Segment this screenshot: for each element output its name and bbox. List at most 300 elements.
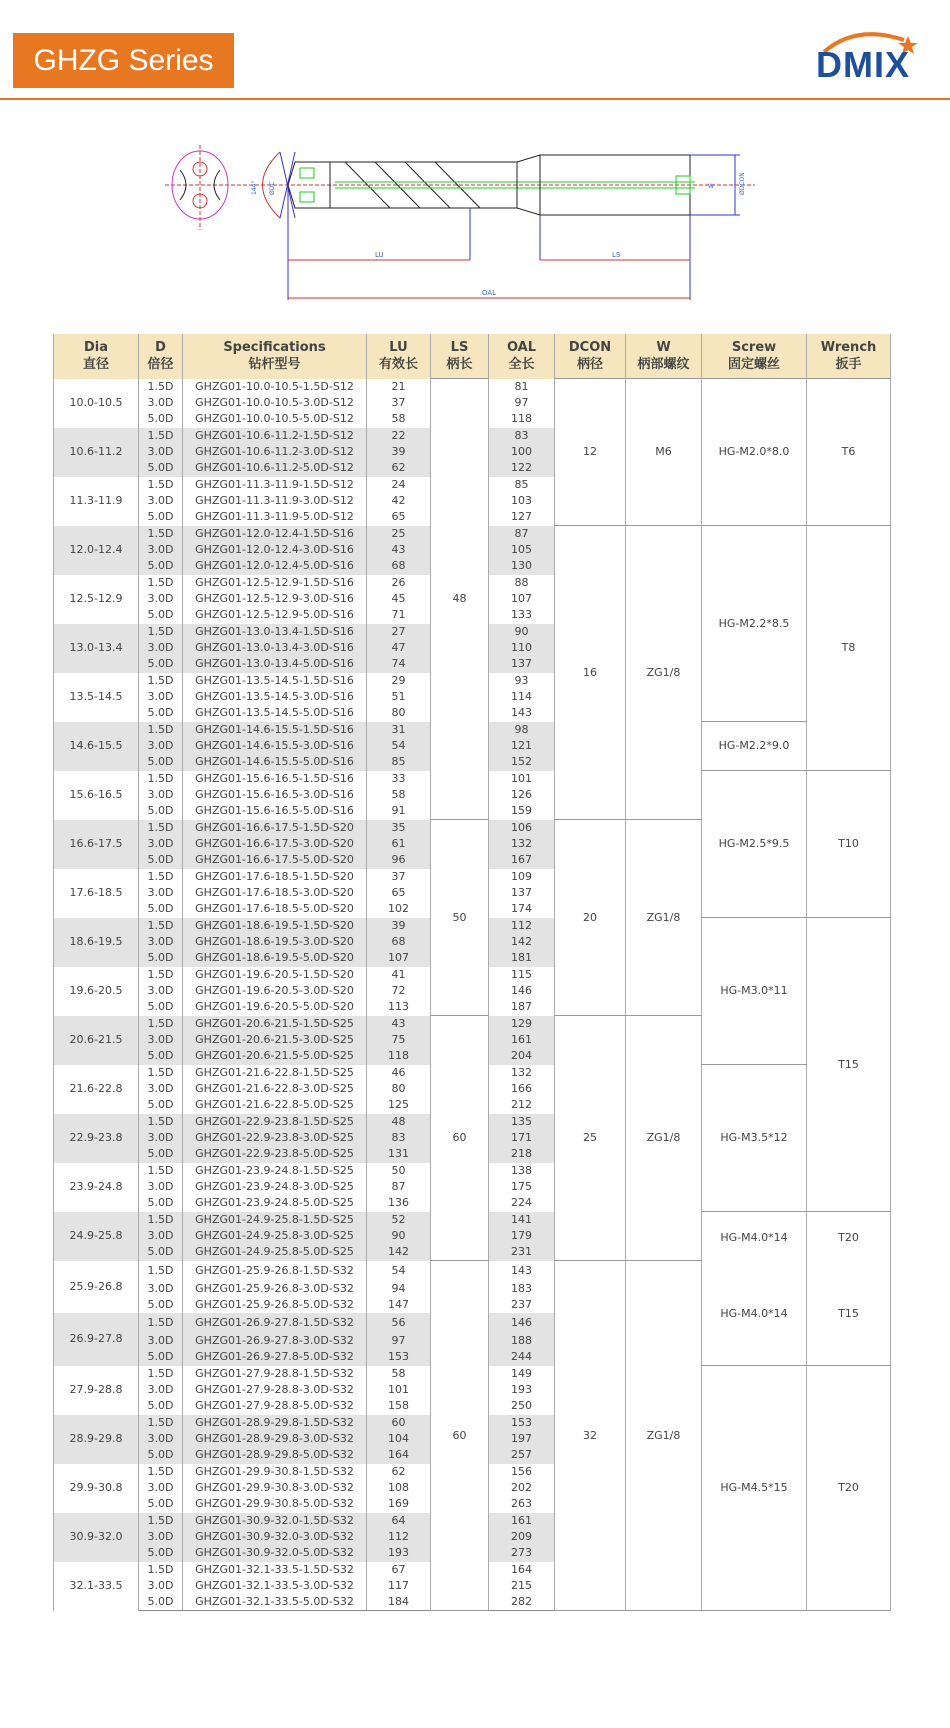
spec-cell: GHZG01-10.0-10.5-3.0D-S12	[183, 395, 367, 411]
header-zh: 有效长	[378, 357, 418, 372]
d-multiple-cell: 3.0D	[139, 787, 183, 803]
d-multiple-cell: 5.0D	[139, 656, 183, 673]
lu-cell: 27	[367, 624, 431, 641]
lu-cell: 48	[367, 1114, 431, 1131]
oal-cell: 164	[489, 1562, 555, 1579]
d-multiple-cell: 5.0D	[139, 1545, 183, 1562]
d-multiple-cell: 5.0D	[139, 950, 183, 967]
oal-cell: 130	[489, 558, 555, 575]
column-header-oal	[489, 334, 555, 379]
header-en: DCON	[568, 340, 612, 355]
spec-cell: GHZG01-13.5-14.5-5.0D-S16	[183, 705, 367, 722]
dcon-cell: 16	[555, 526, 626, 820]
header-en: Wrench	[820, 340, 877, 355]
screw-cell: HG-M3.0*11	[702, 918, 807, 1065]
spec-cell: GHZG01-30.9-32.0-5.0D-S32	[183, 1545, 367, 1562]
oal-cell: 263	[489, 1496, 555, 1513]
oal-cell: 153	[489, 1415, 555, 1432]
lu-cell: 83	[367, 1130, 431, 1146]
oal-cell: 132	[489, 836, 555, 852]
lu-cell: 58	[367, 1366, 431, 1383]
dcon-cell: 20	[555, 820, 626, 1016]
d-multiple-cell: 1.5D	[139, 869, 183, 886]
header-en: D	[155, 340, 166, 355]
logo-text: DMIX	[816, 44, 910, 85]
header-zh: 扳手	[835, 357, 862, 372]
dcon-cell: 25	[555, 1016, 626, 1261]
d-multiple-cell: 1.5D	[139, 1016, 183, 1033]
oal-cell: 112	[489, 918, 555, 935]
lu-cell: 68	[367, 558, 431, 575]
column-header-specifications	[183, 334, 367, 379]
lu-cell: 90	[367, 1228, 431, 1244]
oal-cell: 85	[489, 477, 555, 494]
d-multiple-cell: 3.0D	[139, 1179, 183, 1195]
dia-cell: 11.3-11.9	[54, 477, 139, 526]
spec-cell: GHZG01-13.0-13.4-5.0D-S16	[183, 656, 367, 673]
spec-cell: GHZG01-10.6-11.2-1.5D-S12	[183, 428, 367, 445]
oal-cell: 161	[489, 1032, 555, 1048]
d-multiple-cell: 1.5D	[139, 918, 183, 935]
d-multiple-cell: 1.5D	[139, 1114, 183, 1131]
d-multiple-cell: 5.0D	[139, 901, 183, 918]
d-multiple-cell: 1.5D	[139, 428, 183, 445]
ls-cell: 60	[431, 1016, 489, 1261]
lu-cell: 29	[367, 673, 431, 690]
lu-cell: 102	[367, 901, 431, 918]
lu-cell: 107	[367, 950, 431, 967]
spec-cell: GHZG01-23.9-24.8-5.0D-S25	[183, 1195, 367, 1212]
d-multiple-cell: 5.0D	[139, 754, 183, 771]
oal-cell: 174	[489, 901, 555, 918]
w-label: W	[708, 183, 714, 190]
oal-label: OAL	[482, 289, 497, 297]
oal-cell: 166	[489, 1081, 555, 1097]
spec-cell: GHZG01-16.6-17.5-1.5D-S20	[183, 820, 367, 837]
lu-cell: 45	[367, 591, 431, 607]
spec-cell: GHZG01-28.9-29.8-5.0D-S32	[183, 1447, 367, 1464]
d-multiple-cell: 1.5D	[139, 820, 183, 837]
d-multiple-cell: 3.0D	[139, 738, 183, 754]
oal-cell: 109	[489, 869, 555, 886]
spec-cell: GHZG01-14.6-15.5-3.0D-S16	[183, 738, 367, 754]
header-divider	[0, 98, 950, 100]
dia-cell: 22.9-23.8	[54, 1114, 139, 1163]
lu-cell: 131	[367, 1146, 431, 1163]
header-en: Dia	[83, 340, 109, 355]
spec-cell: GHZG01-21.6-22.8-3.0D-S25	[183, 1081, 367, 1097]
d-multiple-cell: 5.0D	[139, 509, 183, 526]
lu-cell: 96	[367, 852, 431, 869]
dia-cell: 21.6-22.8	[54, 1065, 139, 1114]
lu-cell: 52	[367, 1212, 431, 1229]
d-multiple-cell: 5.0D	[139, 1097, 183, 1114]
d-multiple-cell: 3.0D	[139, 395, 183, 411]
oal-cell: 282	[489, 1594, 555, 1611]
lu-cell: 54	[367, 1261, 431, 1281]
oal-cell: 101	[489, 771, 555, 788]
oal-cell: 171	[489, 1130, 555, 1146]
spec-cell: GHZG01-14.6-15.5-5.0D-S16	[183, 754, 367, 771]
lu-cell: 37	[367, 395, 431, 411]
oal-cell: 202	[489, 1480, 555, 1496]
oal-cell: 175	[489, 1179, 555, 1195]
spec-cell: GHZG01-12.0-12.4-5.0D-S16	[183, 558, 367, 575]
oal-cell: 93	[489, 673, 555, 690]
oal-cell: 257	[489, 1447, 555, 1464]
column-header-screw	[702, 334, 807, 379]
spec-cell: GHZG01-13.0-13.4-3.0D-S16	[183, 640, 367, 656]
spec-cell: GHZG01-15.6-16.5-5.0D-S16	[183, 803, 367, 820]
dia-cell: 15.6-16.5	[54, 771, 139, 820]
d-multiple-cell: 3.0D	[139, 1081, 183, 1097]
oal-cell: 132	[489, 1065, 555, 1082]
dcon-cell: 12	[555, 379, 626, 526]
oal-cell: 218	[489, 1146, 555, 1163]
oal-cell: 197	[489, 1431, 555, 1447]
oal-cell: 110	[489, 640, 555, 656]
oal-cell: 97	[489, 395, 555, 411]
lu-cell: 193	[367, 1545, 431, 1562]
ls-cell: 50	[431, 820, 489, 1016]
screw-cell: HG-M4.5*15	[702, 1366, 807, 1611]
lu-cell: 94	[367, 1281, 431, 1297]
spec-cell: GHZG01-32.1-33.5-3.0D-S32	[183, 1578, 367, 1594]
lu-cell: 62	[367, 1464, 431, 1481]
spec-cell: GHZG01-20.6-21.5-3.0D-S25	[183, 1032, 367, 1048]
d-multiple-cell: 1.5D	[139, 1513, 183, 1530]
dcon-label: ØDCON	[739, 172, 746, 195]
spec-cell: GHZG01-22.9-23.8-5.0D-S25	[183, 1146, 367, 1163]
spec-cell: GHZG01-12.0-12.4-1.5D-S16	[183, 526, 367, 543]
lu-cell: 153	[367, 1349, 431, 1366]
dia-cell: 12.0-12.4	[54, 526, 139, 575]
dcon-cell: 32	[555, 1261, 626, 1611]
d-multiple-cell: 1.5D	[139, 624, 183, 641]
spec-cell: GHZG01-13.5-14.5-1.5D-S16	[183, 673, 367, 690]
oal-cell: 215	[489, 1578, 555, 1594]
d-multiple-cell: 5.0D	[139, 1398, 183, 1415]
spec-cell: GHZG01-11.3-11.9-5.0D-S12	[183, 509, 367, 526]
lu-cell: 87	[367, 1179, 431, 1195]
d-multiple-cell: 5.0D	[139, 705, 183, 722]
screw-cell: HG-M2.0*8.0	[702, 379, 807, 526]
oal-cell: 81	[489, 379, 555, 396]
oal-cell: 137	[489, 885, 555, 901]
header-zh: 柄径	[576, 357, 603, 372]
dia-cell: 30.9-32.0	[54, 1513, 139, 1562]
d-multiple-cell: 5.0D	[139, 1244, 183, 1261]
dia-cell: 10.0-10.5	[54, 379, 139, 428]
d-multiple-cell: 3.0D	[139, 934, 183, 950]
lu-cell: 31	[367, 722, 431, 739]
spec-cell: GHZG01-19.6-20.5-1.5D-S20	[183, 967, 367, 984]
dc-label: ØDC	[269, 181, 276, 195]
lu-cell: 136	[367, 1195, 431, 1212]
d-multiple-cell: 3.0D	[139, 542, 183, 558]
oal-cell: 212	[489, 1097, 555, 1114]
specifications-table	[53, 334, 891, 1611]
oal-cell: 152	[489, 754, 555, 771]
spec-cell: GHZG01-25.9-26.8-1.5D-S32	[183, 1261, 367, 1281]
lu-cell: 64	[367, 1513, 431, 1530]
lu-cell: 65	[367, 509, 431, 526]
spec-cell: GHZG01-19.6-20.5-5.0D-S20	[183, 999, 367, 1016]
d-multiple-cell: 1.5D	[139, 379, 183, 396]
d-multiple-cell: 5.0D	[139, 1146, 183, 1163]
oal-cell: 244	[489, 1349, 555, 1366]
lu-cell: 85	[367, 754, 431, 771]
oal-cell: 193	[489, 1382, 555, 1398]
oal-cell: 250	[489, 1398, 555, 1415]
lu-cell: 60	[367, 1415, 431, 1432]
spec-cell: GHZG01-17.6-18.5-5.0D-S20	[183, 901, 367, 918]
lu-cell: 61	[367, 836, 431, 852]
d-multiple-cell: 3.0D	[139, 1333, 183, 1349]
oal-cell: 126	[489, 787, 555, 803]
screw-text: HG-M4.0*14	[720, 1307, 788, 1320]
lu-cell: 72	[367, 983, 431, 999]
d-multiple-cell: 5.0D	[139, 1297, 183, 1314]
spec-cell: GHZG01-10.0-10.5-5.0D-S12	[183, 411, 367, 428]
oal-cell: 156	[489, 1464, 555, 1481]
spec-cell: GHZG01-13.0-13.4-1.5D-S16	[183, 624, 367, 641]
oal-cell: 183	[489, 1281, 555, 1297]
spec-cell: GHZG01-32.1-33.5-5.0D-S32	[183, 1594, 367, 1611]
d-multiple-cell: 3.0D	[139, 1578, 183, 1594]
lu-cell: 184	[367, 1594, 431, 1611]
lu-cell: 50	[367, 1163, 431, 1180]
column-header-dcon	[555, 334, 626, 379]
oal-cell: 146	[489, 1313, 555, 1333]
table-row	[54, 379, 891, 396]
lu-cell: 33	[367, 771, 431, 788]
lu-cell: 125	[367, 1097, 431, 1114]
wrench-cell: T10	[807, 771, 891, 918]
lu-cell: 35	[367, 820, 431, 837]
d-multiple-cell: 1.5D	[139, 526, 183, 543]
spec-cell: GHZG01-28.9-29.8-3.0D-S32	[183, 1431, 367, 1447]
oal-cell: 115	[489, 967, 555, 984]
d-multiple-cell: 1.5D	[139, 1261, 183, 1281]
spec-cell: GHZG01-30.9-32.0-1.5D-S32	[183, 1513, 367, 1530]
d-multiple-cell: 3.0D	[139, 1431, 183, 1447]
spec-cell: GHZG01-22.9-23.8-1.5D-S25	[183, 1114, 367, 1131]
oal-cell: 179	[489, 1228, 555, 1244]
spec-cell: GHZG01-14.6-15.5-1.5D-S16	[183, 722, 367, 739]
lu-label: LU	[375, 251, 384, 259]
oal-cell: 188	[489, 1333, 555, 1349]
spec-cell: GHZG01-17.6-18.5-3.0D-S20	[183, 885, 367, 901]
oal-cell: 143	[489, 705, 555, 722]
w-cell: ZG1/8	[626, 1261, 702, 1611]
dia-cell: 19.6-20.5	[54, 967, 139, 1016]
screw-cell: HG-M2.5*9.5	[702, 771, 807, 918]
lu-cell: 164	[367, 1447, 431, 1464]
dia-cell: 25.9-26.8	[54, 1261, 139, 1314]
dia-cell: 28.9-29.8	[54, 1415, 139, 1464]
spec-cell: GHZG01-18.6-19.5-3.0D-S20	[183, 934, 367, 950]
column-header-w	[626, 334, 702, 379]
lu-cell: 80	[367, 1081, 431, 1097]
dia-cell: 23.9-24.8	[54, 1163, 139, 1212]
spec-cell: GHZG01-26.9-27.8-1.5D-S32	[183, 1313, 367, 1333]
lu-cell: 91	[367, 803, 431, 820]
header-zh: 固定螺丝	[727, 357, 780, 372]
oal-cell: 142	[489, 934, 555, 950]
oal-cell: 90	[489, 624, 555, 641]
oal-cell: 106	[489, 820, 555, 837]
lu-cell: 108	[367, 1480, 431, 1496]
d-multiple-cell: 5.0D	[139, 1048, 183, 1065]
column-header-wrench	[807, 334, 891, 379]
lu-cell: 42	[367, 493, 431, 509]
oal-cell: 127	[489, 509, 555, 526]
spec-cell: GHZG01-21.6-22.8-1.5D-S25	[183, 1065, 367, 1082]
oal-cell: 83	[489, 428, 555, 445]
lu-cell: 56	[367, 1313, 431, 1333]
lu-cell: 169	[367, 1496, 431, 1513]
spec-cell: GHZG01-24.9-25.8-1.5D-S25	[183, 1212, 367, 1229]
ls-cell: 48	[431, 379, 489, 820]
header-zh: 柄长	[446, 357, 473, 372]
d-multiple-cell: 1.5D	[139, 771, 183, 788]
lu-cell: 39	[367, 918, 431, 935]
spec-cell: GHZG01-23.9-24.8-3.0D-S25	[183, 1179, 367, 1195]
oal-cell: 105	[489, 542, 555, 558]
wrench-cell: T15	[807, 918, 891, 1212]
d-multiple-cell: 5.0D	[139, 803, 183, 820]
spec-cell: GHZG01-27.9-28.8-1.5D-S32	[183, 1366, 367, 1383]
header-zh: 钻杆型号	[248, 357, 301, 372]
w-cell: M6	[626, 379, 702, 526]
drill-technical-drawing	[160, 140, 770, 310]
d-multiple-cell: 1.5D	[139, 1313, 183, 1333]
dia-cell: 26.9-27.8	[54, 1313, 139, 1366]
header-en: W	[656, 340, 671, 355]
header-zh: 柄部螺纹	[637, 357, 690, 372]
header-zh: 直径	[82, 357, 109, 372]
dia-cell: 14.6-15.5	[54, 722, 139, 771]
oal-cell: 141	[489, 1212, 555, 1229]
lu-cell: 62	[367, 460, 431, 477]
dia-cell: 29.9-30.8	[54, 1464, 139, 1513]
d-multiple-cell: 3.0D	[139, 1382, 183, 1398]
column-header-ls	[431, 334, 489, 379]
lu-cell: 54	[367, 738, 431, 754]
spec-cell: GHZG01-12.5-12.9-1.5D-S16	[183, 575, 367, 592]
screw-text: HG-M4.0*14	[720, 1230, 788, 1244]
dia-cell: 10.6-11.2	[54, 428, 139, 477]
spec-cell: GHZG01-15.6-16.5-1.5D-S16	[183, 771, 367, 788]
lu-cell: 118	[367, 1048, 431, 1065]
oal-cell: 167	[489, 852, 555, 869]
spec-cell: GHZG01-17.6-18.5-1.5D-S20	[183, 869, 367, 886]
d-multiple-cell: 1.5D	[139, 575, 183, 592]
spec-cell: GHZG01-12.5-12.9-5.0D-S16	[183, 607, 367, 624]
spec-cell: GHZG01-10.6-11.2-5.0D-S12	[183, 460, 367, 477]
d-multiple-cell: 1.5D	[139, 1562, 183, 1579]
w-cell: ZG1/8	[626, 526, 702, 820]
oal-cell: 87	[489, 526, 555, 543]
d-multiple-cell: 1.5D	[139, 1366, 183, 1383]
spec-cell: GHZG01-29.9-30.8-5.0D-S32	[183, 1496, 367, 1513]
oal-cell: 118	[489, 411, 555, 428]
lu-cell: 22	[367, 428, 431, 445]
spec-cell: GHZG01-26.9-27.8-5.0D-S32	[183, 1349, 367, 1366]
lu-cell: 39	[367, 444, 431, 460]
d-multiple-cell: 5.0D	[139, 460, 183, 477]
spec-cell: GHZG01-16.6-17.5-3.0D-S20	[183, 836, 367, 852]
spec-cell: GHZG01-30.9-32.0-3.0D-S32	[183, 1529, 367, 1545]
lu-cell: 80	[367, 705, 431, 722]
ls-label: LS	[612, 251, 621, 259]
oal-cell: 204	[489, 1048, 555, 1065]
d-multiple-cell: 5.0D	[139, 1496, 183, 1513]
spec-cell: GHZG01-19.6-20.5-3.0D-S20	[183, 983, 367, 999]
lu-cell: 112	[367, 1529, 431, 1545]
screw-cell	[702, 1212, 807, 1366]
wrench-cell: T20	[807, 1366, 891, 1611]
lu-cell: 65	[367, 885, 431, 901]
ls-cell: 60	[431, 1261, 489, 1611]
screw-cell: HG-M2.2*8.5	[702, 526, 807, 722]
spec-cell: GHZG01-13.5-14.5-3.0D-S16	[183, 689, 367, 705]
d-multiple-cell: 3.0D	[139, 640, 183, 656]
spec-cell: GHZG01-29.9-30.8-1.5D-S32	[183, 1464, 367, 1481]
d-multiple-cell: 1.5D	[139, 477, 183, 494]
lu-cell: 101	[367, 1382, 431, 1398]
oal-cell: 146	[489, 983, 555, 999]
w-cell: ZG1/8	[626, 820, 702, 1016]
lu-cell: 74	[367, 656, 431, 673]
d-multiple-cell: 1.5D	[139, 673, 183, 690]
spec-cell: GHZG01-26.9-27.8-3.0D-S32	[183, 1333, 367, 1349]
d-multiple-cell: 3.0D	[139, 1130, 183, 1146]
column-header-lu	[367, 334, 431, 379]
lu-cell: 117	[367, 1578, 431, 1594]
dia-cell: 16.6-17.5	[54, 820, 139, 869]
dia-cell: 20.6-21.5	[54, 1016, 139, 1065]
oal-cell: 98	[489, 722, 555, 739]
oal-cell: 159	[489, 803, 555, 820]
lu-cell: 142	[367, 1244, 431, 1261]
d-multiple-cell: 5.0D	[139, 1195, 183, 1212]
dia-cell: 13.5-14.5	[54, 673, 139, 722]
d-multiple-cell: 5.0D	[139, 411, 183, 428]
spec-cell: GHZG01-20.6-21.5-1.5D-S25	[183, 1016, 367, 1033]
oal-cell: 122	[489, 460, 555, 477]
oal-cell: 224	[489, 1195, 555, 1212]
d-multiple-cell: 3.0D	[139, 689, 183, 705]
d-multiple-cell: 3.0D	[139, 444, 183, 460]
oal-cell: 161	[489, 1513, 555, 1530]
lu-cell: 113	[367, 999, 431, 1016]
spec-cell: GHZG01-29.9-30.8-3.0D-S32	[183, 1480, 367, 1496]
d-multiple-cell: 5.0D	[139, 852, 183, 869]
d-multiple-cell: 3.0D	[139, 1281, 183, 1297]
wrench-cell	[807, 1212, 891, 1366]
spec-cell: GHZG01-28.9-29.8-1.5D-S32	[183, 1415, 367, 1432]
oal-cell: 181	[489, 950, 555, 967]
d-multiple-cell: 3.0D	[139, 836, 183, 852]
spec-cell: GHZG01-10.0-10.5-1.5D-S12	[183, 379, 367, 396]
oal-cell: 209	[489, 1529, 555, 1545]
dia-cell: 13.0-13.4	[54, 624, 139, 673]
d-multiple-cell: 3.0D	[139, 983, 183, 999]
spec-cell: GHZG01-18.6-19.5-5.0D-S20	[183, 950, 367, 967]
lu-cell: 147	[367, 1297, 431, 1314]
